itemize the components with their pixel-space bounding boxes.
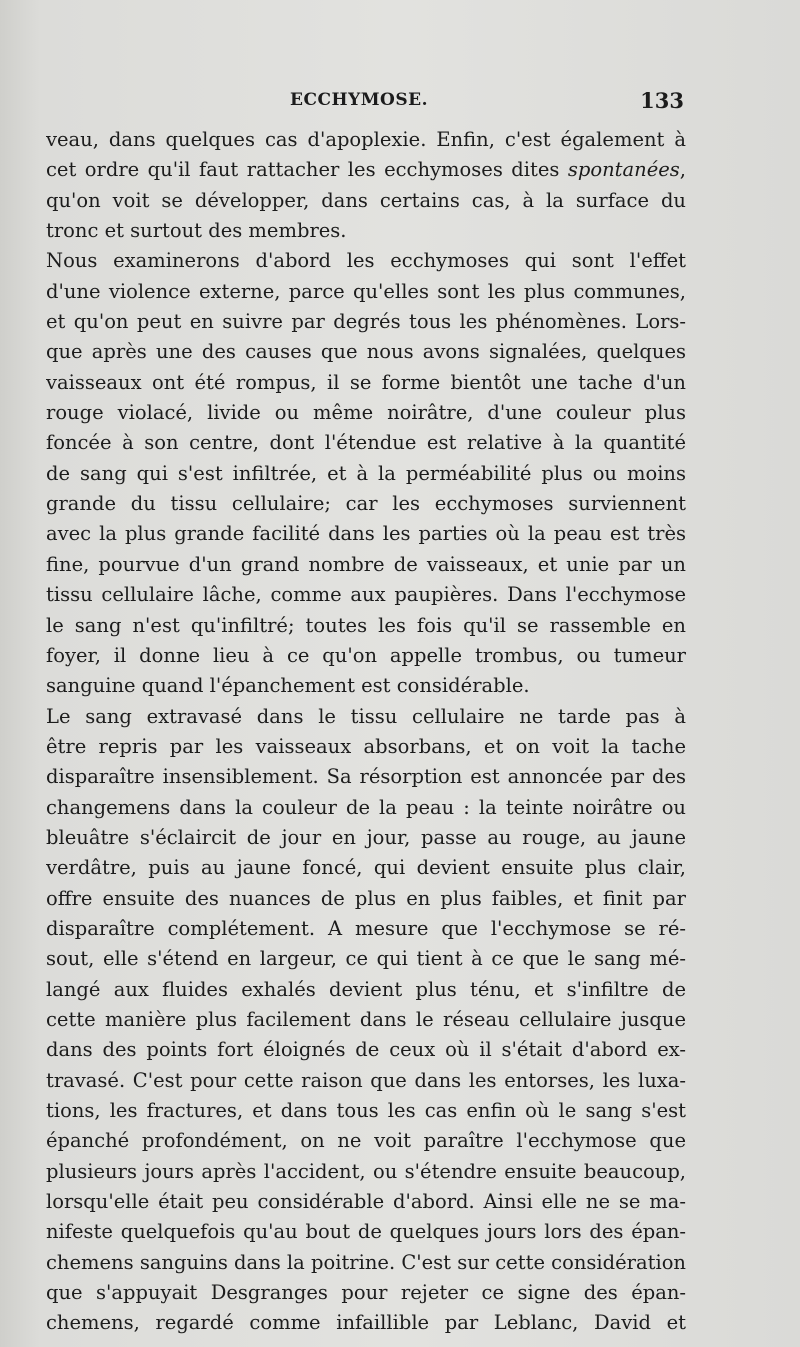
text-line: foncée à son centre, dont l'étendue est relative à la quantité (46, 431, 686, 455)
text-line: Nous examinerons d'abord les ecchymoses qui sont l'effet (46, 249, 686, 273)
text-line: Le sang extravasé dans le tissu cellulaire ne tarde pas à (46, 704, 686, 728)
text-line: verdâtre, puis au jaune foncé, qui devient ensuite plus clair, (46, 856, 686, 880)
text-line: cette manière plus facilement dans le réseau cellulaire jusque (46, 1007, 686, 1031)
text-line: chemens, regardé comme infaillible par Leblanc, David et (46, 1311, 686, 1335)
text-line: veau, dans quelques cas d'apoplexie. Enfin, c'est également à (46, 128, 686, 151)
text-line: fine, pourvue d'un grand nombre de vaisseaux, et unie par un (46, 552, 686, 576)
text-line: grande du tissu cellulaire; car les ecchymoses surviennent (46, 492, 686, 516)
text-line: sanguine quand l'épanchement est considérable. (46, 674, 530, 698)
text-line: d'une violence externe, parce qu'elles sont les plus communes, (46, 279, 686, 303)
text-line: de sang qui s'est infiltrée, et à la perméabilité plus ou moins (46, 461, 686, 485)
text-line: être repris par les vaisseaux absorbans, et on voit la tache (46, 734, 686, 758)
running-title: ECCHYMOSE. (290, 90, 428, 110)
italic-term: spontanées (567, 158, 680, 182)
text-line: le sang n'est qu'infiltré; toutes les fois qu'il se rassemble en (46, 613, 686, 637)
text-line: plusieurs jours après l'accident, ou s'étendre ensuite beaucoup, (46, 1159, 686, 1183)
text-line: lorsqu'elle était peu considérable d'abord. Ainsi elle ne se ma- (46, 1190, 686, 1214)
text-line: chemens sanguins dans la poitrine. C'est sur cette considération (46, 1250, 686, 1274)
text-line: cet ordre qu'il faut rattacher les ecchymoses dites spontanées, (46, 158, 686, 182)
text-line: nifeste quelquefois qu'au bout de quelques jours lors des épan- (46, 1220, 686, 1244)
page-header (46, 88, 684, 118)
text-line: épanché profondément, on ne voit paraître l'ecchymose que (46, 1129, 686, 1153)
text-line: tronc et surtout des membres. (46, 219, 347, 243)
text-line: bleuâtre s'éclaircit de jour en jour, passe au rouge, au jaune (46, 825, 686, 849)
text-line: rouge violacé, livide ou même noirâtre, d'une couleur plus (46, 401, 686, 425)
text-line: avec la plus grande facilité dans les parties où la peau est très (46, 522, 686, 546)
page-number: 133 (640, 88, 684, 113)
text-line: changemens dans la couleur de la peau : la teinte noirâtre ou (46, 795, 686, 819)
text-line: travasé. C'est pour cette raison que dans les entorses, les luxa- (46, 1068, 686, 1092)
text-line: langé aux fluides exhalés devient plus ténu, et s'infiltre de (46, 977, 686, 1001)
text-line: que s'appuyait Desgranges pour rejeter ce signe des épan- (46, 1281, 686, 1305)
text-line: sout, elle s'étend en largeur, ce qui tient à ce que le sang mé- (46, 947, 686, 971)
text-line: dans des points fort éloignés de ceux où il s'était d'abord ex- (46, 1038, 686, 1062)
text-line: tissu cellulaire lâche, comme aux paupières. Dans l'ecchymose (46, 583, 686, 607)
text-line: tions, les fractures, et dans tous les cas enfin où le sang s'est (46, 1099, 686, 1122)
text-line: disparaître insensiblement. Sa résorption est annoncée par des (46, 765, 686, 789)
text-line: offre ensuite des nuances de plus en plus faibles, et finit par (46, 886, 686, 910)
text-line: que après une des causes que nous avons signalées, quelques (46, 340, 686, 364)
text-line: et qu'on peut en suivre par degrés tous les phénomènes. Lors- (46, 310, 686, 334)
text-line: vaisseaux ont été rompus, il se forme bientôt une tache d'un (46, 370, 686, 394)
text-line: disparaître complétement. A mesure que l'ecchymose se ré- (46, 916, 686, 940)
text-line: foyer, il donne lieu à ce qu'on appelle trombus, ou tumeur (46, 643, 686, 667)
text-line: qu'on voit se développer, dans certains cas, à la surface du (46, 188, 686, 212)
body-text (46, 125, 686, 1339)
